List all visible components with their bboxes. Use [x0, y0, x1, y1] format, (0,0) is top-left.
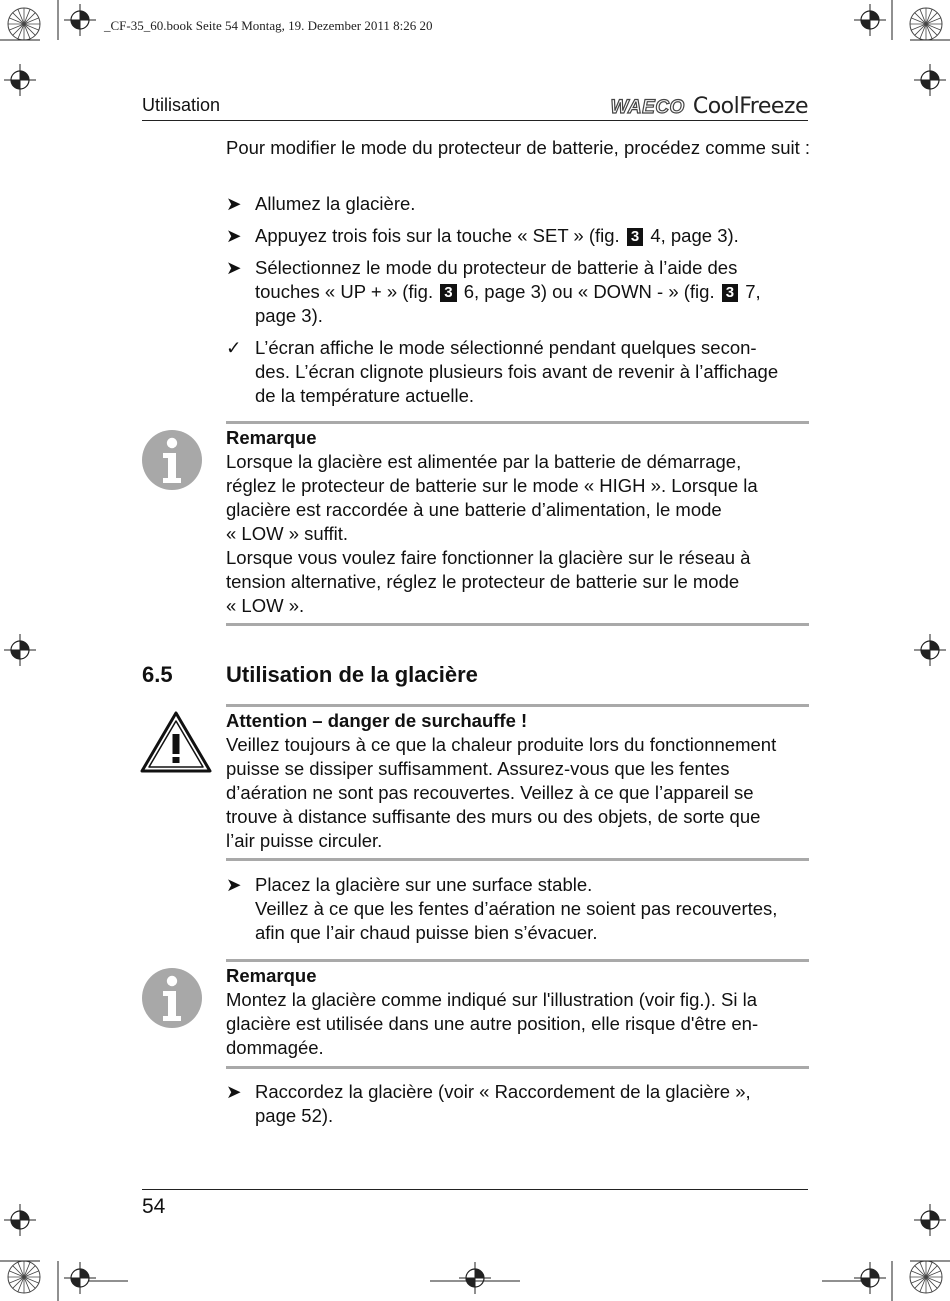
step-item: [226, 1080, 811, 1128]
intro-paragraph: Pour modifier le mode du protecteur de batterie, procédez comme suit :: [226, 137, 811, 158]
step-text: L’écran affiche le mode sélectionné pendant quelques secon- des. L’écran clignote plusieurs fois avant de revenir à l’affichage de la température actuelle.: [255, 337, 779, 406]
step-item: [226, 873, 811, 945]
product-name: CoolFreeze: [692, 94, 808, 119]
info-icon: [141, 429, 203, 491]
header-rule: [142, 120, 808, 121]
note-rule-top: [226, 421, 809, 424]
step-text: Sélectionnez le mode du protecteur de batterie à l’aide des touches « UP + » (fig. 3 6, page 3) ou « DOWN - » (fig. 3 7, page 3).: [255, 257, 761, 326]
section-title: Utilisation de la glacière: [226, 662, 478, 687]
note-rule-bottom: [226, 1066, 809, 1069]
step-item: [226, 256, 811, 328]
note-block: Remarque Montez la glacière comme indiqué sur l'illustration (voir fig.). Si la glacière est utilisée dans une autre position, elle risque d'être en- dommagée.: [226, 964, 811, 1060]
page-number: 54: [142, 1195, 166, 1218]
note-title: Remarque: [226, 427, 317, 448]
arrow-icon: ➤: [226, 257, 242, 278]
footer-rule: [142, 1189, 808, 1190]
step-text: Appuyez trois fois sur la touche « SET » (fig. 3 4, page 3).: [255, 225, 739, 246]
arrow-icon: ➤: [226, 225, 242, 246]
brand-logo: WAECO: [610, 97, 685, 118]
note-block: Remarque Lorsque la glacière est alimentée par la batterie de démarrage, réglez le protecteur de batterie sur le mode « HIGH ». Lorsque la glacière est raccordée à une batterie d’alimentation, le mode « LOW » suffit. Lorsque vous voulez faire fonctionner la glacière sur le réseau à tension alternative, réglez le protecteur de batterie sur le mode « LOW ».: [226, 426, 811, 618]
note-rule-top: [226, 959, 809, 962]
warning-title: Attention – danger de surchauffe !: [226, 710, 528, 731]
arrow-icon: ➤: [226, 1081, 242, 1102]
step-text: Allumez la glacière.: [255, 193, 416, 214]
note-title: Remarque: [226, 965, 317, 986]
checkmark-icon: ✓: [226, 337, 242, 358]
warning-block: Attention – danger de surchauffe ! Veillez toujours à ce que la chaleur produite lors du fonctionnement puisse se dissiper suffisamment. Assurez-vous que les fentes d’aération ne sont pas recouvertes. Veillez à ce que l’appareil se trouve à distance suffisante des murs ou des objets, de sorte que l’air puisse circuler.: [226, 709, 811, 853]
step-item: [226, 192, 811, 216]
info-icon: [141, 967, 203, 1029]
warning-triangle-icon: [140, 710, 212, 774]
running-header-section: Utilisation: [142, 95, 221, 115]
step-result: [226, 336, 811, 408]
figure-ref-badge: 3: [627, 228, 643, 246]
note-rule-bottom: [226, 623, 809, 626]
step-text: Raccordez la glacière (voir « Raccordement de la glacière », page 52).: [255, 1081, 751, 1126]
warning-rule-top: [226, 704, 809, 707]
running-header-logo: [611, 94, 808, 119]
warning-rule-bottom: [226, 858, 809, 861]
step-text: Placez la glacière sur une surface stable. Veillez à ce que les fentes d’aération ne soient pas recouvertes, afin que l’air chaud puisse bien s’évacuer.: [255, 874, 778, 943]
figure-ref-badge: 3: [722, 284, 738, 302]
arrow-icon: ➤: [226, 874, 242, 895]
section-number: 6.5: [142, 662, 173, 687]
print-slug: _CF-35_60.book Seite 54 Montag, 19. Dezember 2011 8:26 20: [104, 18, 433, 33]
step-item: [226, 224, 811, 248]
arrow-icon: ➤: [226, 193, 242, 214]
figure-ref-badge: 3: [440, 284, 456, 302]
